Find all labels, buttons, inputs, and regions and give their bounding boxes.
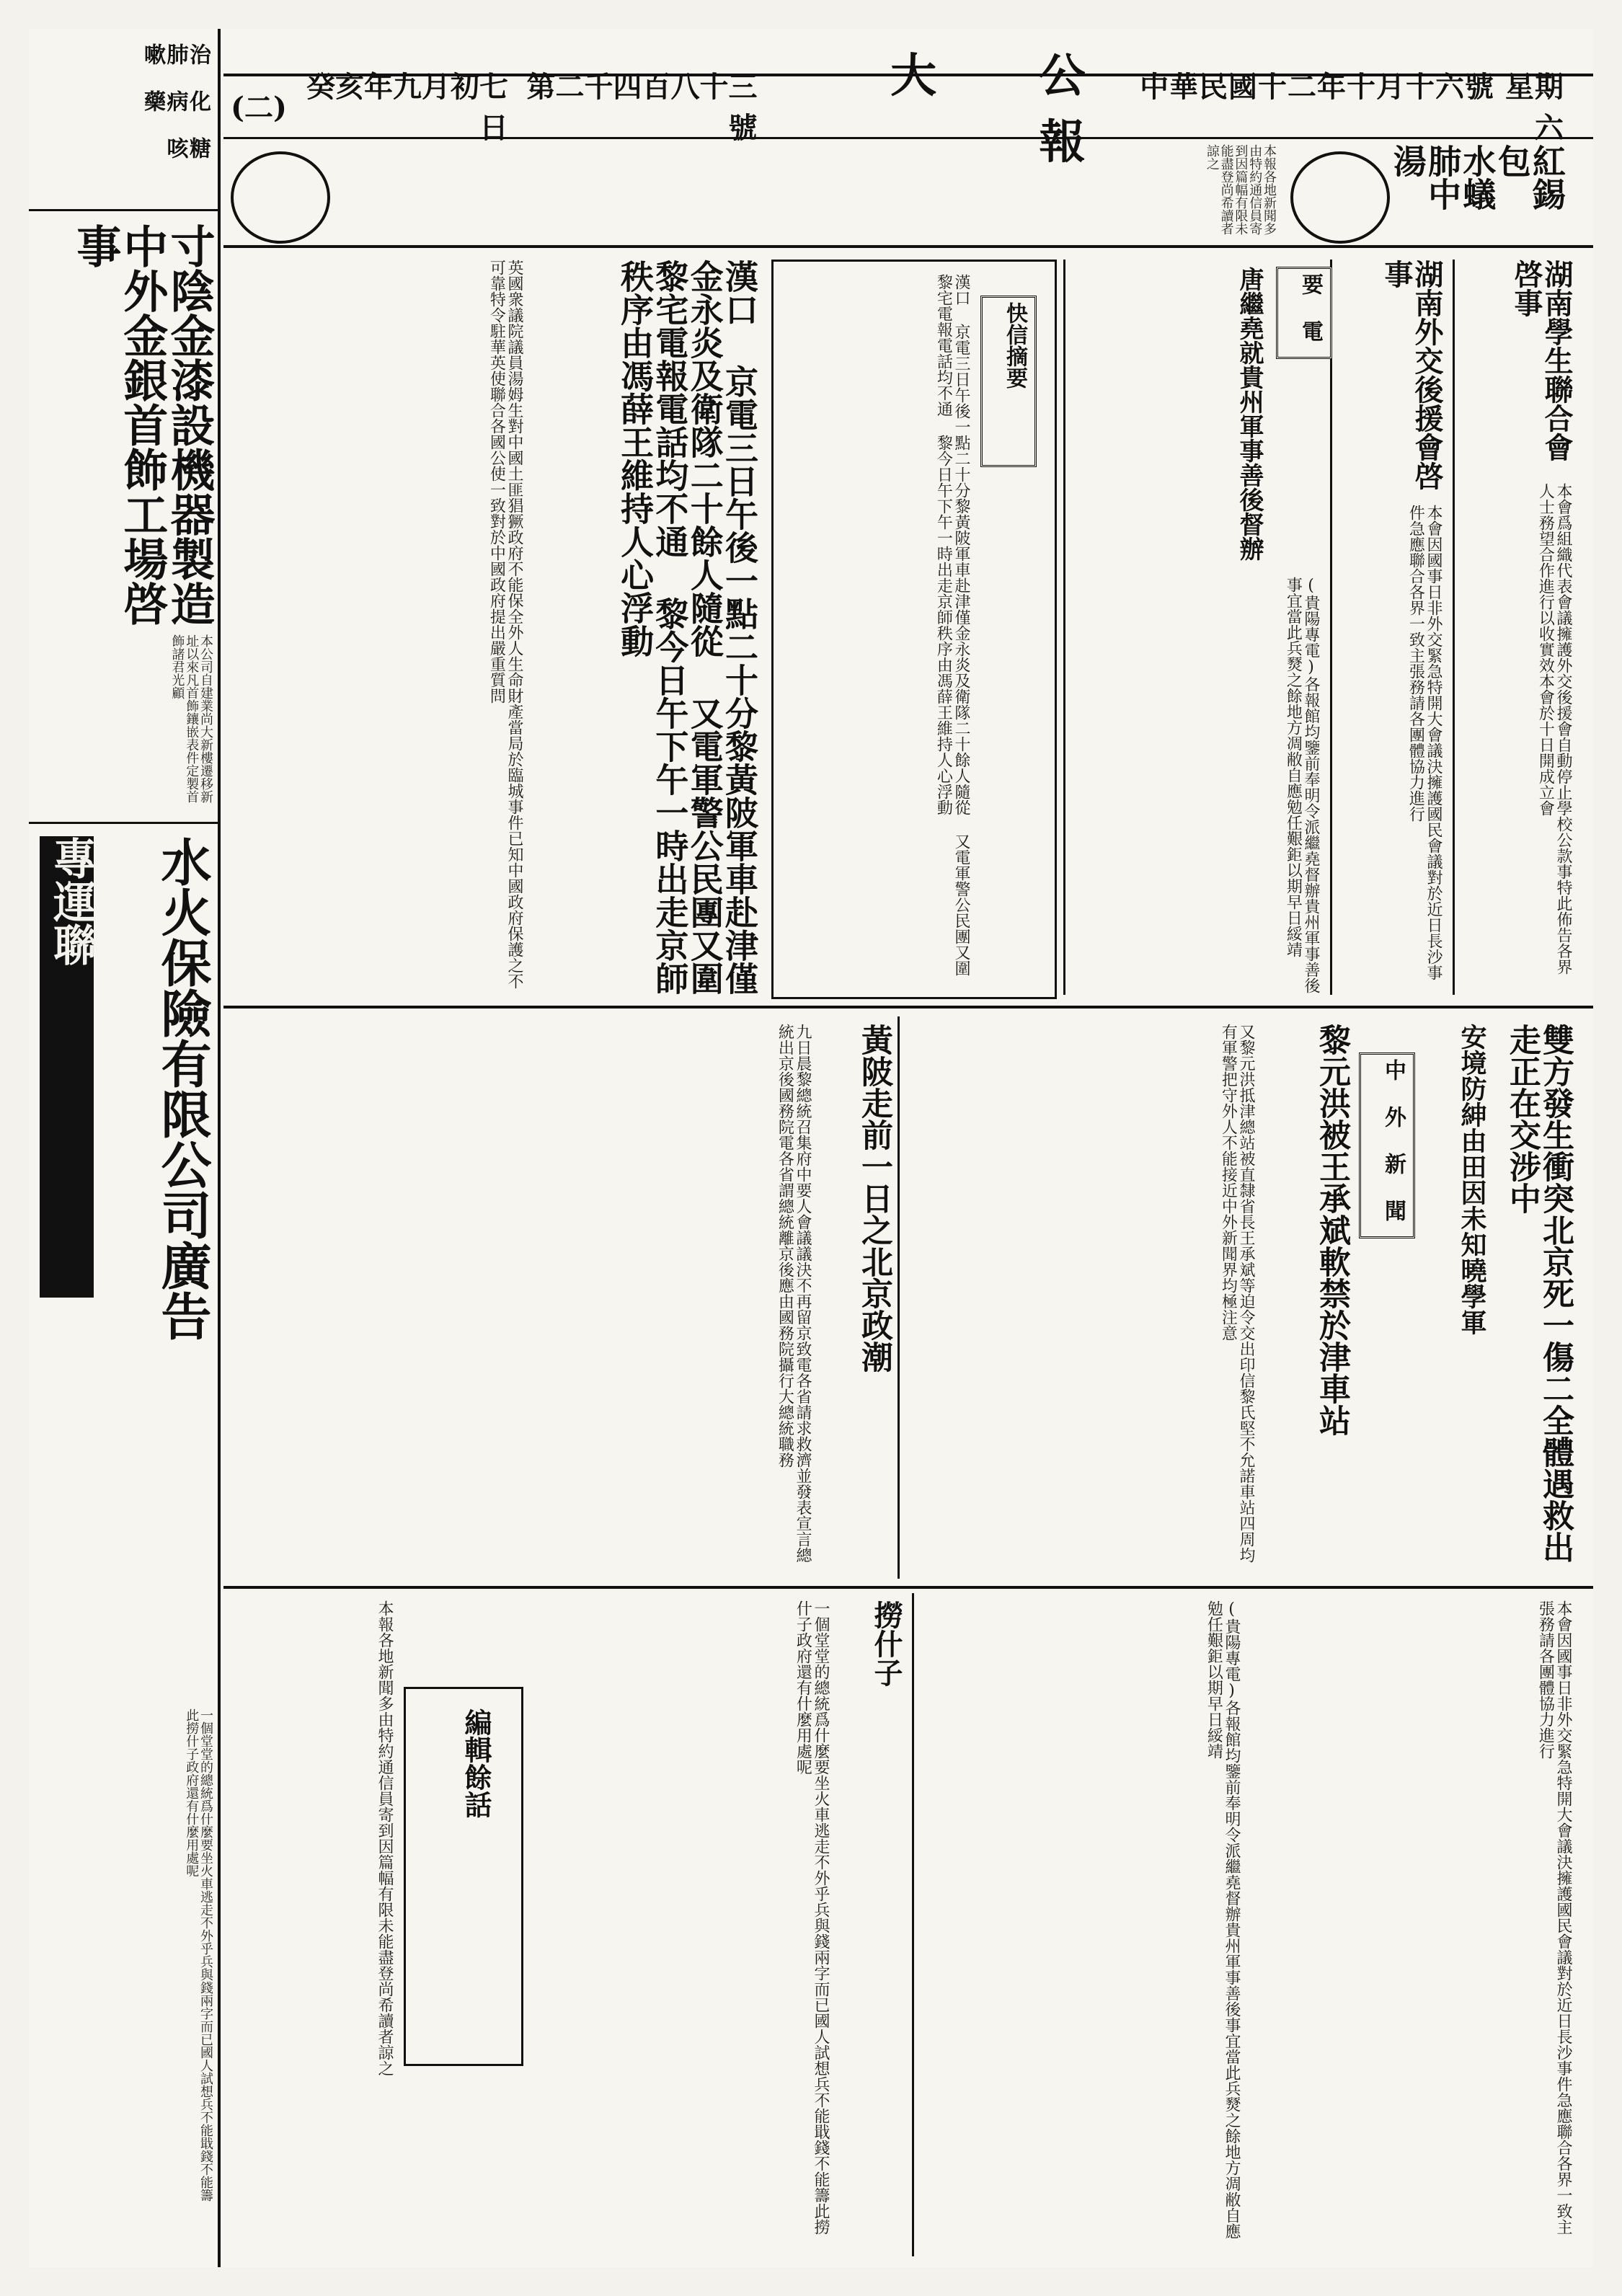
lower-news-right: 本會因國事日非外交緊急特開大會議決擁護國民會議對於近日長沙事件急應聯合各界一致主張務請各團體協力進行	[1536, 1600, 1572, 2235]
headline-express-highlights: 漢口 京電三日午後一點二十分黎黃陂軍車赴津僅金永炎及衛隊二十餘人隨從 又電軍警公民團又圍黎宅電報電話均不通 黎今日午下午一時出走京師秩序由馮薛王維持人心浮動	[616, 260, 759, 995]
left-rail-divider	[218, 29, 221, 2267]
paper-title: 大 公 報	[890, 49, 1129, 169]
newspaper-page	[29, 29, 1593, 2267]
col-rule-c	[1063, 260, 1065, 995]
masthead	[231, 49, 1564, 169]
body-hunan-foreign: 本會因國事日非外交緊急特開大會議決擁護國民會議對於近日長沙事件急應聯合各界一致主張務請各團體協力進行	[1406, 505, 1442, 980]
express-news-tag: 快信摘要	[980, 296, 1037, 467]
lower-news-middle: (貴陽專電)各報館均鑒前奉明令派繼堯督辦貴州軍事善後事宜當此兵燹之餘地方凋敝自應勉任艱鉅以期早日綏靖	[1205, 1600, 1241, 2239]
ad-inverse-banner: 專運聯	[40, 836, 94, 1298]
col-rule-e	[912, 1593, 914, 2256]
ad-insurance: 水火保險有限公司廣告	[153, 836, 213, 1341]
anti-flood-notice: 安境防紳由田因未知曉學軍	[1457, 1024, 1487, 1335]
col-rule-a	[1453, 260, 1455, 995]
foreign-news-tag: 中 外 新 聞	[1359, 1052, 1415, 1238]
banner-classifieds: 本報各地新聞多由特約通信員寄到因篇幅有限未能盡登尚希讀者諒之	[1204, 144, 1277, 235]
left-rail-rule-2	[29, 822, 218, 824]
banner-bottom-rule	[223, 245, 1593, 248]
body-hunan-students: 本會爲組織代表會議擁護外交後援會自動停止學校公款事特此佈告各界人士務望合作進行以收實效本會於十日開成立會	[1536, 483, 1572, 975]
left-ad-rail	[29, 29, 216, 2267]
ad-gold-workshop-body: 本公司自建業尚大新樓遷移新址以來凡首飾鑲嵌表件定製首飾諸君光顧	[169, 634, 213, 803]
body-tangjiyao: (貴陽專電)各報館均鑒前奉明令派繼堯督辦貴州軍事善後事宜當此兵燹之餘地方凋敝自應勉任艱鉅以期早日綏靖	[1284, 577, 1320, 993]
ad-insurance-body: 一個堂堂的總統爲什麼要坐火車逃走不外乎兵與錢兩字而已國人試想兵不能戢錢不能籌此撈什子政府還有什麼用處呢	[184, 1708, 213, 2202]
body-cable-news: 英國衆議院議員湯姆生對中國土匪猖獗政府不能保全外人生命財產當局於臨城事件已知中國政府保護之不可靠特令駐華英使聯合各國公使一致對於中國政府提出嚴重質問	[487, 260, 523, 989]
rooster-emblem-left	[231, 151, 330, 244]
section-rule-1	[223, 1006, 1593, 1009]
headline-chat: 撈什子	[869, 1600, 903, 1687]
headline-yuanhong-tianjin: 黎元洪被王承斌軟禁於津車站	[1313, 1024, 1350, 1436]
left-rail-rule-1	[29, 209, 218, 211]
lunar-date: 癸亥年九月初七日	[306, 70, 508, 145]
col-rule-d	[898, 1016, 900, 1579]
body-express-news: 漢口 京電三日午後一點二十分黎黃陂軍車赴津僅金永炎及衛隊二十餘人隨從 又電軍警公民團又圍黎宅電報電話均不通 黎今日午下午一時出走京師秩序由馮薛王維持人心浮動	[934, 274, 970, 976]
banner-ad-feihzhongtang: 紅錫包 水蟻 肺中湯	[1388, 144, 1566, 210]
headline-hunan-students: 湖南學生聯合會啓事	[1510, 260, 1574, 461]
dateline: 中華民國十二年十月十六號 星期六	[1140, 70, 1564, 145]
bulletin-headline: 雙方發生衝突北京死一傷二全體遇救出走正在交涉中	[1503, 1024, 1574, 1563]
ad-gold-workshop: 寸陰金漆設機器製造中外金銀首飾工場啓事	[68, 223, 216, 626]
body-huangpi: 九日晨黎總統召集府中要人會議議決不再留京致電各省請求救濟並發表宣言總統出京後國務院電各省謂總統離京後應由國務院攝行大總統職務	[776, 1024, 812, 1563]
headline-hunan-foreign: 湖南外交後援會啓事	[1380, 260, 1444, 490]
ad-lung-medicine: 治 化 糖 肺 病 咳 嗽 藥	[140, 43, 210, 159]
headline-tangjiyao: 唐繼堯就貴州軍事善後督辦	[1235, 267, 1264, 561]
col-rule-b	[1330, 260, 1332, 995]
urgent-telegram-tag: 要 電	[1276, 267, 1332, 359]
section-rule-2	[223, 1586, 1593, 1589]
body-chat: 一個堂堂的總統爲什麼要坐火車逃走不外乎兵與錢兩字而已國人試想兵不能戢錢不能籌此撈什子政府還有什麼用處呢	[794, 1600, 830, 2235]
issue-number: 第二千四百八十三號	[526, 70, 758, 145]
body-editor-notes: 本報各地新聞多由特約通信員寄到因篇幅有限未能盡登尚希讀者諒之	[376, 1600, 394, 2076]
headline-huangpi: 黃陂走前一日之北京政潮	[856, 1024, 892, 1373]
body-yuanhong-tianjin: 又黎元洪抵津總站被直隸省長王承斌等迫令交出印信黎氏堅不允諾車站四周均有軍警把守外人不能接近中外新聞界均極注意	[1219, 1024, 1255, 1563]
page-number: (二)	[231, 90, 287, 125]
rooster-emblem-right	[1290, 151, 1390, 244]
headline-editor-notes: 編輯餘話	[460, 1708, 492, 1818]
